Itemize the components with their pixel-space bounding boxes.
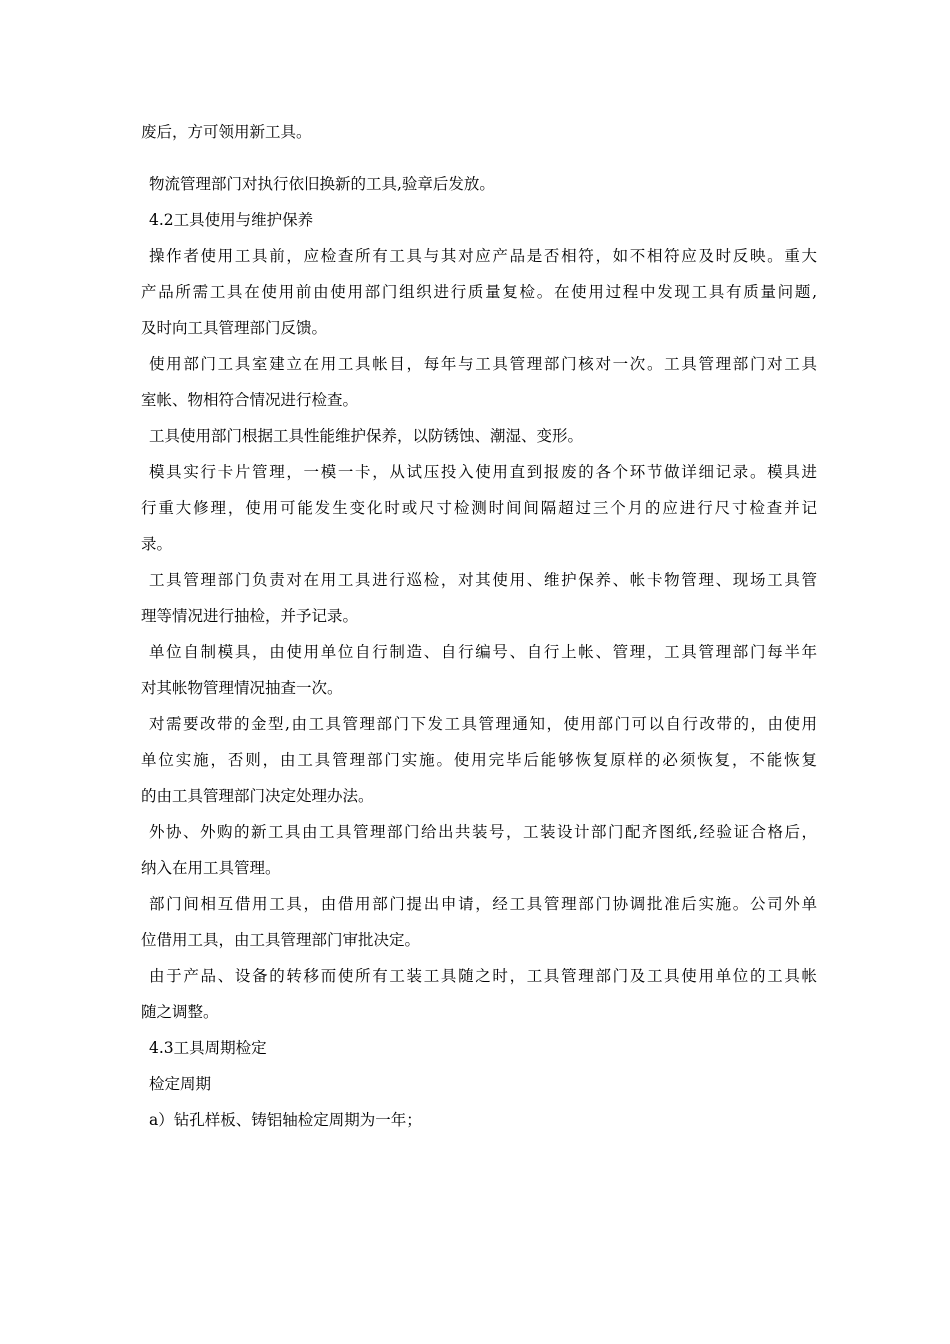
text-line: 物流管理部门对执行依旧换新的工具,验章后发放。 xyxy=(149,175,495,193)
text-line: 的由工具管理部门决定处理办法。 xyxy=(141,787,374,805)
text-line: 纳入在用工具管理。 xyxy=(141,859,281,877)
text-line: 及时向工具管理部门反馈。 xyxy=(141,319,328,337)
text-line: 废后，方可领用新工具。 xyxy=(141,123,312,141)
text-line: 录。 xyxy=(141,535,173,553)
text-line: 室帐、物相符合情况进行检查。 xyxy=(141,391,359,409)
text-line: 工具使用部门根据工具性能维护保养，以防锈蚀、潮湿、变形。 xyxy=(149,427,584,445)
text-line: 单位自制模具，由使用单位自行制造、自行编号、自行上帐、管理，工具管理部门每半年 xyxy=(149,643,817,661)
text-line: 随之调整。 xyxy=(141,1003,219,1021)
text-line: 对需要改带的金型,由工具管理部门下发工具管理通知，使用部门可以自行改带的，由使用 xyxy=(149,715,817,733)
list-item: a）钻孔样板、铸铝轴检定周期为一年； xyxy=(149,1111,422,1129)
text-line: 使用部门工具室建立在用工具帐目，每年与工具管理部门核对一次。工具管理部门对工具 xyxy=(149,355,817,373)
text-line: 产品所需工具在使用前由使用部门组织进行质量复检。在使用过程中发现工具有质量问题, xyxy=(141,283,817,301)
document-body xyxy=(141,114,817,1138)
text-line: 位借用工具，由工具管理部门审批决定。 xyxy=(141,931,421,949)
text-line: 外协、外购的新工具由工具管理部门给出共装号，工装设计部门配齐图纸,经验证合格后， xyxy=(149,823,817,841)
text-line: 理等情况进行抽检，并予记录。 xyxy=(141,607,359,625)
text-line: 检定周期 xyxy=(149,1075,212,1093)
text-line: 操作者使用工具前，应检查所有工具与其对应产品是否相符，如不相符应及时反映。重大 xyxy=(149,247,817,265)
text-line: 工具管理部门负责对在用工具进行巡检，对其使用、维护保养、帐卡物管理、现场工具管 xyxy=(149,571,817,589)
text-line: 模具实行卡片管理，一模一卡，从试压投入使用直到报废的各个环节做详细记录。模具进 xyxy=(149,463,817,481)
text-line: 对其帐物管理情况抽查一次。 xyxy=(141,679,343,697)
text-line: 行重大修理，使用可能发生变化时或尺寸检测时间间隔超过三个月的应进行尺寸检查并记 xyxy=(141,499,817,517)
paragraph-gap xyxy=(141,150,817,166)
section-heading: 4.3工具周期检定 xyxy=(149,1039,267,1057)
section-heading: 4.2工具使用与维护保养 xyxy=(149,211,314,229)
text-line: 由于产品、设备的转移而使所有工装工具随之时，工具管理部门及工具使用单位的工具帐 xyxy=(149,967,817,985)
text-line: 单位实施，否则，由工具管理部门实施。使用完毕后能够恢复原样的必须恢复，不能恢复 xyxy=(141,751,817,769)
text-line: 部门间相互借用工具，由借用部门提出申请，经工具管理部门协调批准后实施。公司外单 xyxy=(149,895,817,913)
